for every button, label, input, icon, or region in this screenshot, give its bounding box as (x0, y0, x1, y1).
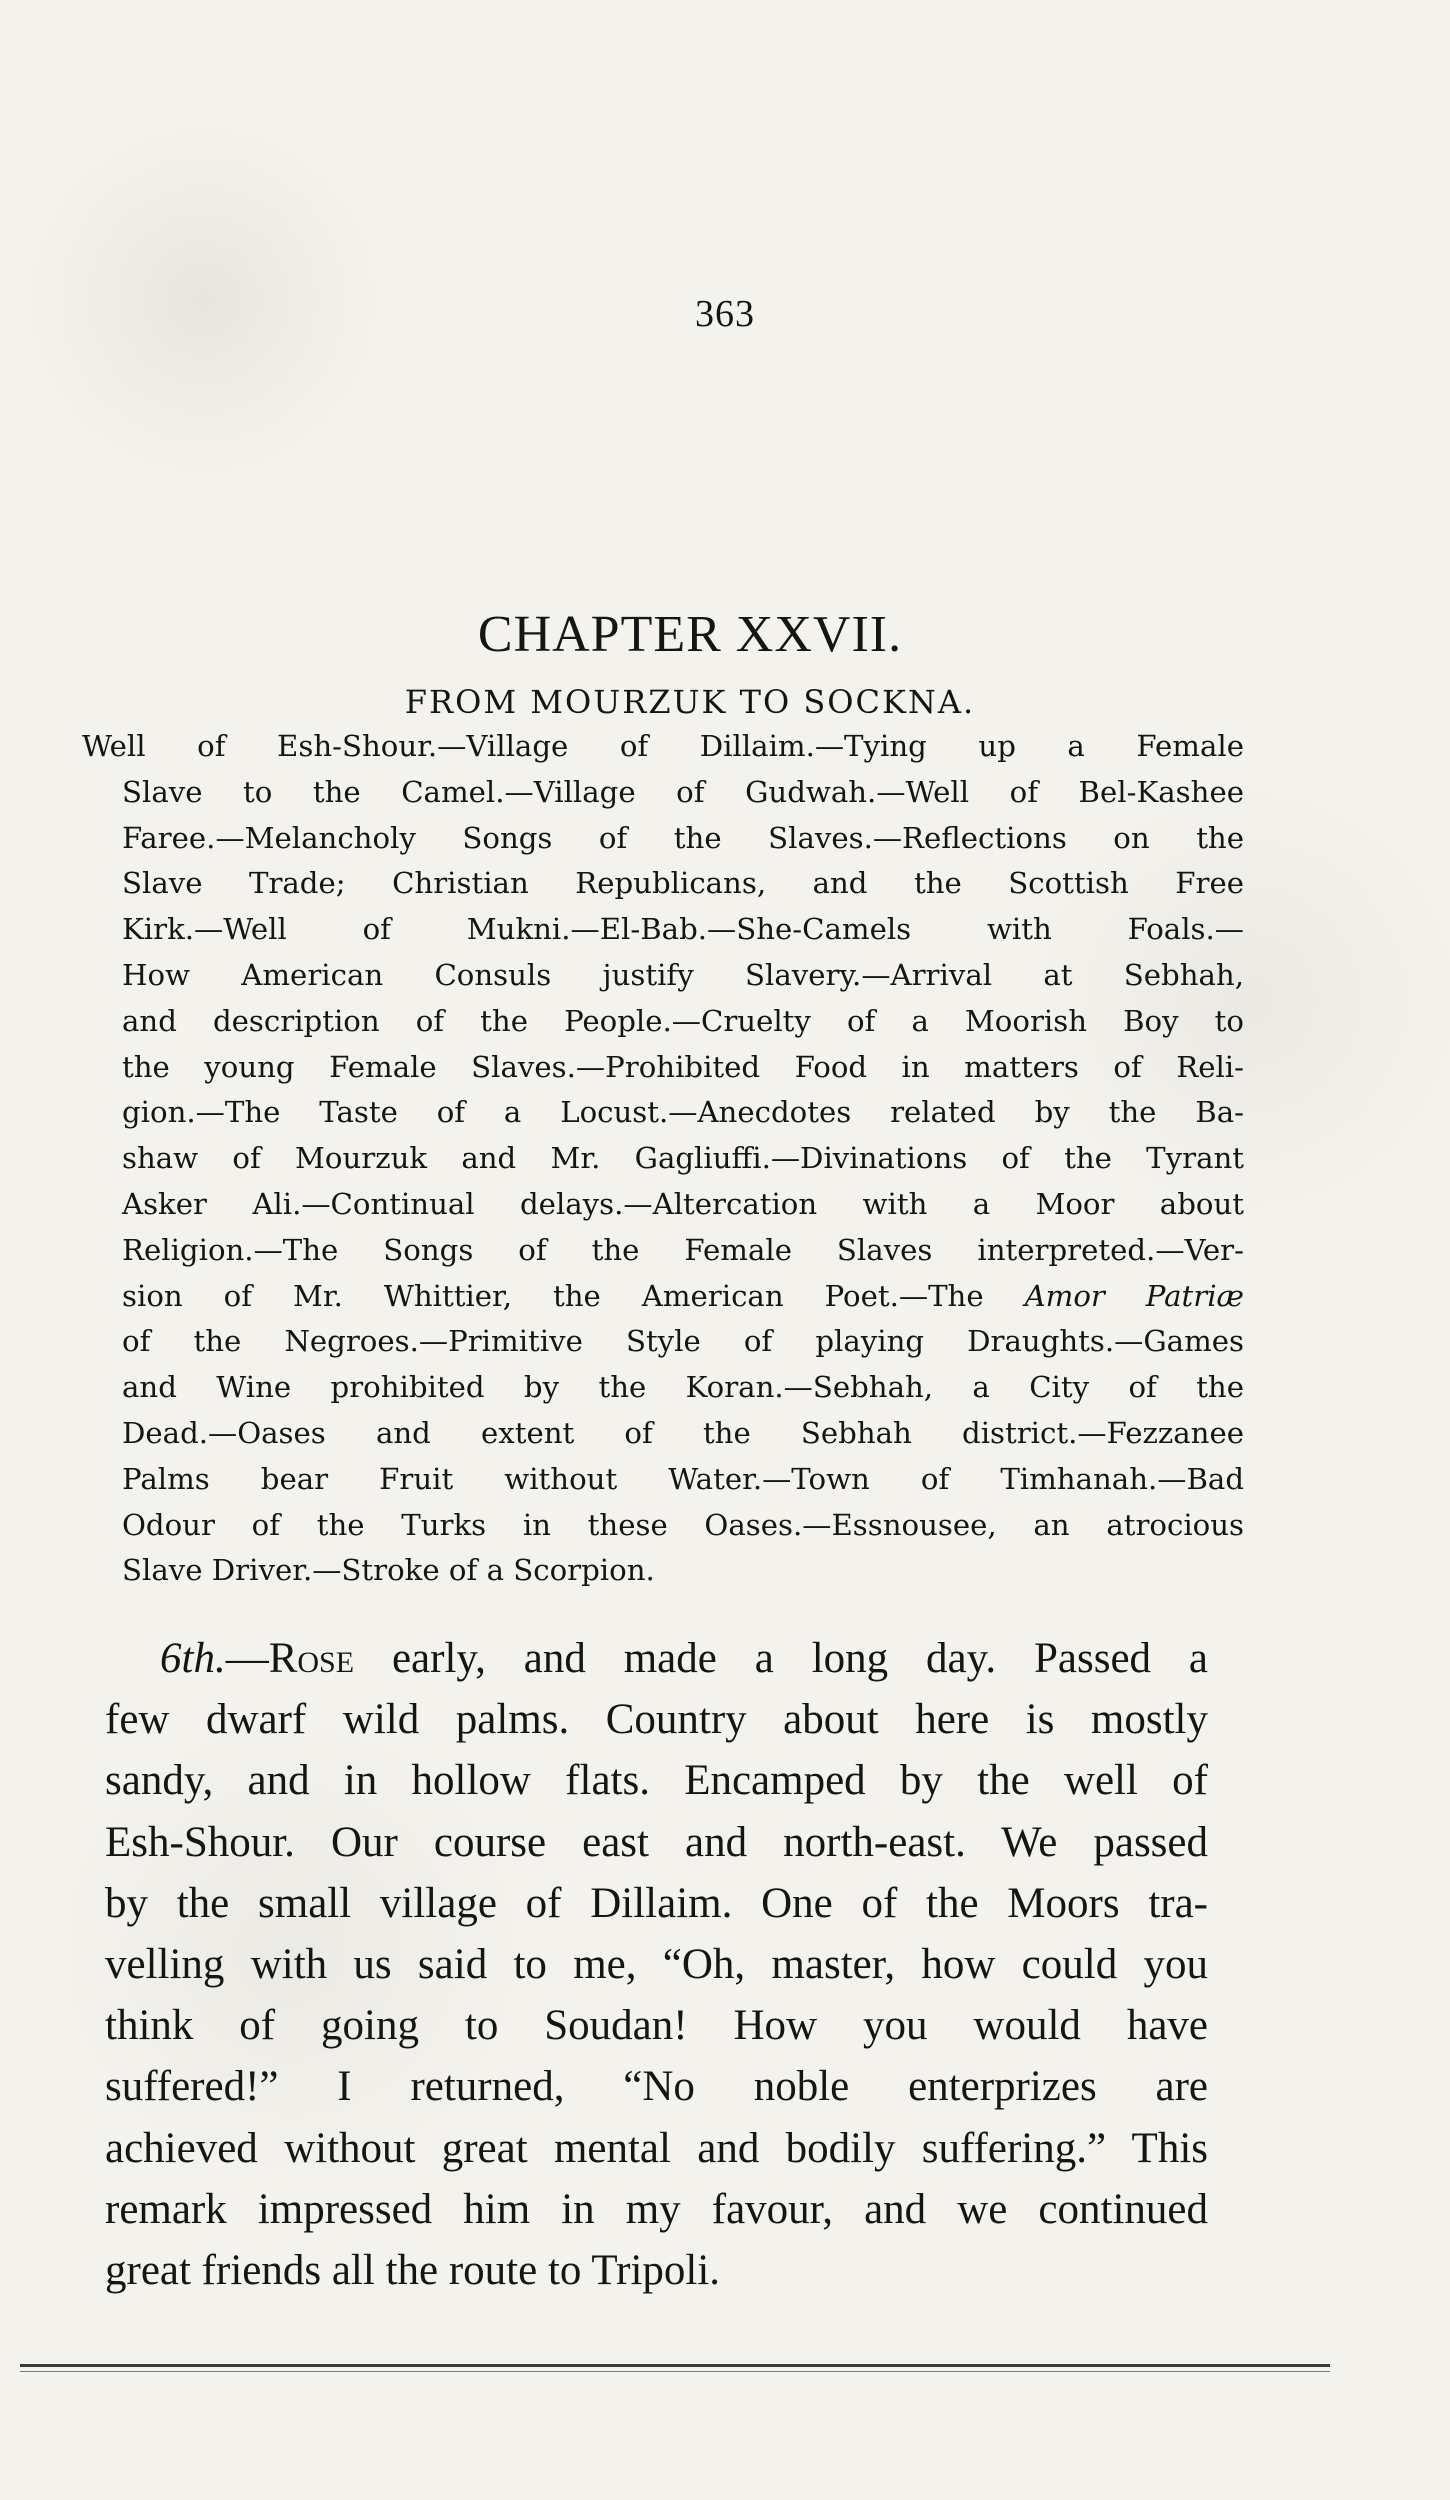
synopsis-line: and Wine prohibited by the Koran.—Sebhah, a City of the (122, 1370, 1244, 1405)
body-line: remark impressed him in my favour, and we continued (105, 2185, 1208, 2233)
synopsis-line: Faree.—Melancholy Songs of the Slaves.—Reflections on the (122, 820, 1244, 855)
synopsis-line: Odour of the Turks in these Oases.—Essnousee, an atrocious (122, 1507, 1244, 1542)
synopsis-line: Religion.—The Songs of the Female Slaves interpreted.—Ver- (122, 1232, 1244, 1267)
synopsis-line: How American Consuls justify Slavery.—Arrival at Sebhah, (122, 957, 1244, 992)
page-number: 363 (695, 293, 755, 335)
body-line: great friends all the route to Tripoli. (105, 2247, 721, 2295)
opening-word: Rose (268, 1635, 355, 1682)
synopsis-italic-phrase: Amor Patriæ (1024, 1278, 1244, 1313)
synopsis-line: the young Female Slaves.—Prohibited Food in matters of Reli- (122, 1049, 1244, 1084)
synopsis-line: Slave Driver.—Stroke of a Scorpion. (122, 1553, 655, 1588)
synopsis-line: Slave to the Camel.—Village of Gudwah.—Well of Bel-Kashee (122, 774, 1244, 809)
synopsis-line: Slave Trade; Christian Republicans, and the Scottish Free (122, 866, 1244, 901)
chapter-synopsis (82, 724, 1244, 1594)
date-dash: — (225, 1635, 269, 1682)
body-line-first (105, 1628, 1208, 1689)
body-line: achieved without great mental and bodily suffering.” This (105, 2124, 1208, 2172)
synopsis-line: Well of Esh-Shour.—Village of Dillaim.—Tying up a Female (82, 729, 1244, 763)
bottom-rule (20, 2364, 1330, 2367)
chapter-subtitle: FROM MOURZUK TO SOCKNA. (404, 682, 976, 721)
synopsis-line: shaw of Mourzuk and Mr. Gagliuffi.—Divinations of the Tyrant (122, 1141, 1244, 1176)
body-line: few dwarf wild palms. Country about here is mostly (105, 1696, 1208, 1744)
chapter-title: CHAPTER XXVII. (477, 605, 903, 663)
synopsis-line: gion.—The Taste of a Locust.—Anecdotes related by the Ba- (122, 1095, 1244, 1130)
body-line: sandy, and in hollow flats. Encamped by the well of (105, 1757, 1208, 1805)
synopsis-line: and description of the People.—Cruelty of a Moorish Boy to (122, 1003, 1244, 1038)
body-line: velling with us said to me, “Oh, master, how could you (105, 1941, 1208, 1989)
body-line: Esh-Shour. Our course east and north-east. We passed (105, 1818, 1208, 1866)
date-marker: 6th. (160, 1635, 226, 1682)
synopsis-line-with-italic (122, 1274, 1244, 1320)
body-line: suffered!” I returned, “No noble enterprizes are (105, 2063, 1208, 2111)
body-paragraph (105, 1628, 1208, 2301)
body-line-text: early, and made a long day. Passed a (354, 1635, 1208, 1682)
bottom-rule-thin (20, 2371, 1330, 2372)
synopsis-line: of the Negroes.—Primitive Style of playing Draughts.—Games (122, 1324, 1244, 1359)
body-line: think of going to Soudan! How you would have (105, 2002, 1208, 2050)
synopsis-line: Asker Ali.—Continual delays.—Altercation with a Moor about (122, 1186, 1244, 1221)
synopsis-line: Kirk.—Well of Mukni.—El-Bab.—She-Camels with Foals.— (122, 912, 1244, 947)
body-line: by the small village of Dillaim. One of the Moors tra- (105, 1879, 1208, 1927)
synopsis-line-text: sion of Mr. Whittier, the American Poet.—The (122, 1278, 984, 1313)
synopsis-line: Dead.—Oases and extent of the Sebhah district.—Fezzanee (122, 1415, 1244, 1450)
synopsis-line: Palms bear Fruit without Water.—Town of Timhanah.—Bad (122, 1461, 1244, 1496)
